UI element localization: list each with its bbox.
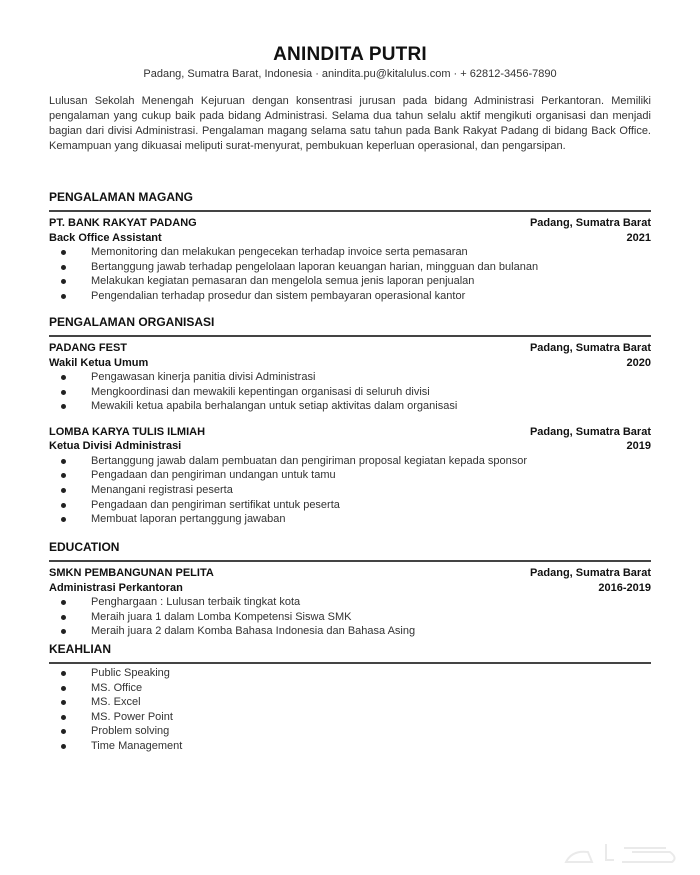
list-item bbox=[49, 274, 651, 289]
list-item bbox=[49, 624, 651, 639]
entry-role: Back Office Assistant bbox=[49, 231, 162, 244]
list-item-text: Pengendalian terhadap prosedur dan sistem pembayaran operasional kantor bbox=[91, 289, 466, 302]
entry-org: PT. BANK RAKYAT PADANG bbox=[49, 217, 197, 229]
bullet-icon bbox=[61, 294, 66, 299]
list-item bbox=[49, 399, 651, 414]
list-item-text: Mengkoordinasi dan mewakili kepentingan organisasi di seluruh divisi bbox=[91, 385, 430, 398]
list-item-text: Melakukan kegiatan pemasaran dan mengelola semua jenis laporan penjualan bbox=[91, 275, 475, 288]
section-title: PENGALAMAN ORGANISASI bbox=[49, 315, 215, 329]
bullet-list bbox=[49, 370, 651, 414]
list-item-text: Bertanggung jawab terhadap pengelolaan laporan keuangan harian, mingguan dan bulanan bbox=[91, 260, 539, 273]
list-item bbox=[49, 468, 651, 483]
list-item bbox=[49, 260, 651, 275]
bullet-icon bbox=[61, 375, 66, 380]
section-internship bbox=[49, 190, 651, 303]
list-item-text: Pengawasan kinerja panitia divisi Administrasi bbox=[91, 371, 316, 383]
bullet-icon bbox=[61, 744, 66, 749]
bullet-icon bbox=[61, 459, 66, 464]
list-item bbox=[49, 454, 651, 469]
list-item bbox=[49, 385, 651, 400]
list-item bbox=[49, 666, 651, 681]
section-title: PENGALAMAN MAGANG bbox=[49, 190, 193, 204]
bullet-icon bbox=[61, 503, 66, 508]
bullet-icon bbox=[61, 600, 66, 605]
bullet-icon bbox=[61, 629, 66, 634]
section-divider bbox=[49, 335, 651, 337]
entry-location: Padang, Sumatra Barat bbox=[529, 567, 651, 579]
bullet-icon bbox=[61, 715, 66, 720]
section-organization bbox=[49, 315, 651, 527]
list-item bbox=[49, 739, 651, 754]
entry-org: PADANG FEST bbox=[49, 342, 128, 354]
list-item-text: Pengadaan dan pengiriman sertifikat untuk peserta bbox=[91, 498, 340, 511]
section-skills bbox=[49, 642, 651, 754]
list-item bbox=[49, 681, 651, 696]
entry-role: Ketua Divisi Administrasi bbox=[49, 440, 182, 453]
entry-date: 2016-2019 bbox=[598, 581, 651, 594]
list-item-text: Memonitoring dan melakukan pengecekan terhadap invoice serta pemasaran bbox=[91, 246, 468, 258]
skills-list bbox=[49, 666, 651, 754]
bullet-icon bbox=[61, 671, 66, 676]
list-item-text: Meraih juara 1 dalam Lomba Kompetensi Siswa SMK bbox=[91, 610, 352, 623]
bullet-icon bbox=[61, 517, 66, 522]
entry bbox=[49, 216, 651, 303]
list-item-text: Time Management bbox=[91, 739, 183, 752]
bullet-icon bbox=[61, 279, 66, 284]
list-item-text: Mewakili ketua apabila berhalangan untuk setiap aktivitas dalam organisasi bbox=[91, 400, 458, 413]
list-item bbox=[49, 245, 651, 260]
bullet-icon bbox=[61, 390, 66, 395]
section-education bbox=[49, 540, 651, 639]
list-item-text: MS. Office bbox=[91, 681, 143, 694]
entry-date: 2020 bbox=[626, 356, 651, 369]
bullet-list bbox=[49, 245, 651, 303]
list-item bbox=[49, 512, 651, 527]
list-item-text: Public Speaking bbox=[91, 667, 170, 679]
contact-line: Padang, Sumatra Barat, Indonesia · anindita.pu@kitalulus.com · + 62812-3456-7890 bbox=[143, 68, 557, 80]
profile-summary: Lulusan Sekolah Menengah Kejuruan dengan konsentrasi jurusan pada bidang Administrasi Perkantoran. Memiliki pengalaman yang cukup baik pada bidang Administrasi. Selama dua tahun selalu aktif mengikuti organisasi dan menjadi bagian dari divisi Administrasi. Pengalaman magang selama satu tahun pada Bank Rakyat Padang di bidang Back Office. Kemampuan yang dikuasai meliputi surat-menyurat, pembukuan keperluan operasional, dan pengarsipan. bbox=[49, 95, 651, 152]
list-item-text: Problem solving bbox=[91, 725, 170, 738]
bullet-icon bbox=[61, 404, 66, 409]
entry-role: Wakil Ketua Umum bbox=[49, 356, 149, 369]
watermark-logo-icon bbox=[562, 838, 682, 868]
list-item bbox=[49, 695, 651, 710]
list-item-text: Menangani registrasi peserta bbox=[91, 483, 233, 496]
list-item bbox=[49, 483, 651, 498]
entry bbox=[49, 425, 651, 527]
section-divider bbox=[49, 210, 651, 212]
bullet-icon bbox=[61, 473, 66, 478]
entry bbox=[49, 566, 651, 639]
list-item bbox=[49, 610, 651, 625]
list-item bbox=[49, 498, 651, 513]
entry bbox=[49, 341, 651, 414]
bullet-icon bbox=[61, 250, 66, 255]
list-item-text: Pengadaan dan pengiriman undangan untuk tamu bbox=[91, 469, 336, 482]
candidate-name: ANINDITA PUTRI bbox=[273, 44, 427, 65]
bullet-icon bbox=[61, 729, 66, 734]
bullet-icon bbox=[61, 686, 66, 691]
bullet-icon bbox=[61, 615, 66, 620]
entry-location: Padang, Sumatra Barat bbox=[529, 425, 651, 438]
list-item-text: Bertanggung jawab dalam pembuatan dan pengiriman proposal kegiatan kepada sponsor bbox=[91, 454, 528, 467]
list-item bbox=[49, 289, 651, 304]
entry-location: Padang, Sumatra Barat bbox=[529, 217, 651, 229]
section-title: KEAHLIAN bbox=[49, 642, 111, 656]
list-item bbox=[49, 370, 651, 385]
bullet-list bbox=[49, 595, 651, 639]
list-item bbox=[49, 710, 651, 725]
list-item-text: MS. Excel bbox=[91, 696, 141, 709]
bullet-icon bbox=[61, 488, 66, 493]
entry-org: SMKN PEMBANGUNAN PELITA bbox=[49, 567, 214, 579]
entry-org: LOMBA KARYA TULIS ILMIAH bbox=[49, 425, 206, 438]
bullet-icon bbox=[61, 265, 66, 270]
section-title: EDUCATION bbox=[49, 540, 120, 554]
bullet-list bbox=[49, 454, 651, 527]
entry-date: 2021 bbox=[626, 231, 651, 244]
list-item-text: Meraih juara 2 dalam Komba Bahasa Indonesia dan Bahasa Asing bbox=[91, 625, 416, 638]
list-item bbox=[49, 724, 651, 739]
entry-date: 2019 bbox=[626, 440, 651, 453]
entry-location: Padang, Sumatra Barat bbox=[529, 342, 651, 354]
list-item-text: Membuat laporan pertanggung jawaban bbox=[91, 513, 286, 526]
list-item bbox=[49, 595, 651, 610]
list-item-text: Penghargaan : Lulusan terbaik tingkat kota bbox=[91, 596, 301, 608]
section-divider bbox=[49, 560, 651, 562]
entry-role: Administrasi Perkantoran bbox=[49, 581, 183, 594]
section-divider bbox=[49, 662, 651, 664]
bullet-icon bbox=[61, 700, 66, 705]
list-item-text: MS. Power Point bbox=[91, 710, 173, 723]
